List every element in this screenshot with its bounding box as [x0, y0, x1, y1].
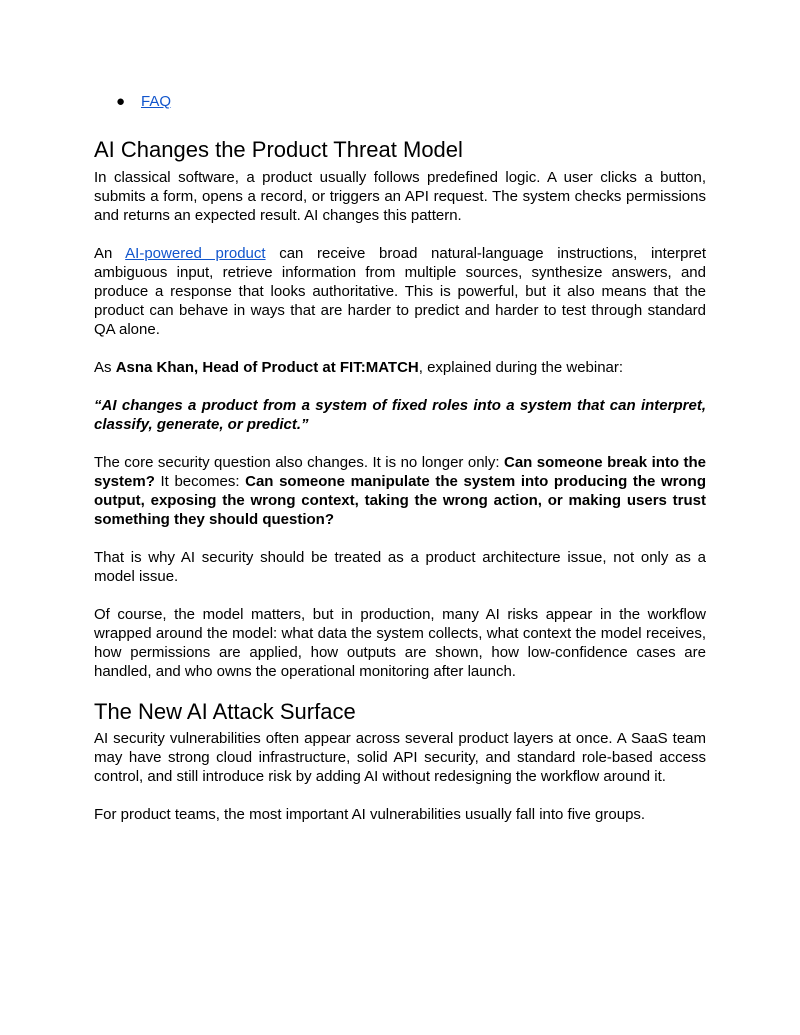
section-heading-attack-surface: The New AI Attack Surface	[94, 699, 356, 724]
paragraph-text: , explained during the webinar:	[418, 359, 624, 376]
speaker-name: Asna Khan, Head of Product at FIT:MATCH	[115, 359, 419, 376]
paragraph-core-question	[94, 453, 706, 529]
paragraph-text: An	[94, 245, 126, 262]
list-item	[94, 90, 706, 114]
paragraph-text: It becomes:	[154, 473, 246, 490]
paragraph-vulnerabilities: AI security vulnerabilities often appear across several product layers at once. A SaaS team may have strong cloud infrastructure, solid API security, and standard role-based access control, and still introduce risk by adding AI without redesigning the workflow around it.	[94, 730, 706, 785]
bold-question-2: Can someone manipulate the system into producing the wrong output, exposing the wrong context, taking the wrong action, or making users trust something they should question?	[94, 473, 707, 528]
toc-list	[94, 90, 706, 114]
paragraph-architecture-issue: That is why AI security should be treated as a product architecture issue, not only as a model issue.	[94, 549, 706, 585]
paragraph-ai-powered-product	[94, 244, 706, 339]
paragraph-text: can receive broad natural-language instructions, interpret ambiguous input, retrieve information from multiple sources, synthesize answers, and produce a response that looks authoritative. This is powerful, but it also means that the product can behave in ways that are harder to predict and harder to test through standard QA alone.	[94, 245, 706, 338]
bullet-icon: ●	[116, 93, 126, 110]
ai-powered-product-link[interactable]: AI-powered product	[125, 245, 266, 262]
paragraph-workflow-risks: Of course, the model matters, but in production, many AI risks appear in the workflow wrapped around the model: what data the system collects, what context the model receives, how permissions are applied, how outputs are shown, how low-confidence cases are handled, and who owns the operational monitoring after launch.	[94, 606, 706, 680]
faq-link[interactable]: FAQ	[141, 93, 172, 110]
paragraph-classical-software: In classical software, a product usually follows predefined logic. A user clicks a button, submits a form, opens a record, or triggers an API request. The system checks permissions and returns an expected result. AI changes this pattern.	[94, 169, 706, 224]
document-page	[94, 90, 706, 824]
section-heading-threat-model: AI Changes the Product Threat Model	[94, 137, 463, 162]
bold-question-1: Can someone break into the system?	[94, 454, 707, 490]
paragraph-text: As	[94, 359, 116, 376]
paragraph-text: The core security question also changes. It is no longer only:	[94, 454, 504, 471]
quote-paragraph: “AI changes a product from a system of fixed roles into a system that can interpret, classify, generate, or predict.”	[94, 397, 706, 433]
paragraph-five-groups: For product teams, the most important AI vulnerabilities usually fall into five groups.	[94, 806, 646, 823]
paragraph-attribution	[94, 358, 706, 377]
